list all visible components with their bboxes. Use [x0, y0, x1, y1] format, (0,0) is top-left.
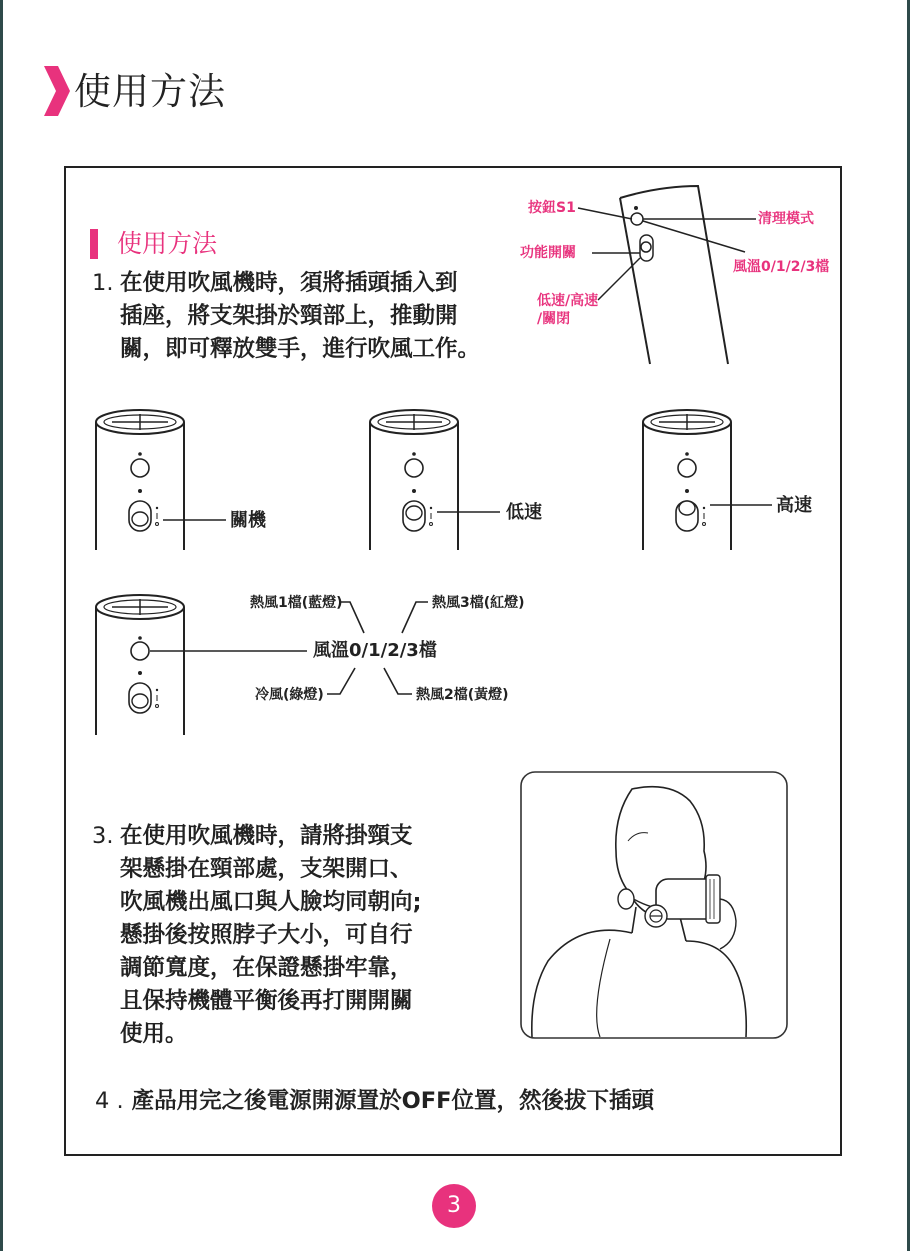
callout-function-switch: 功能開關 — [520, 245, 576, 261]
step-1-line: 在使用吹風機時，須將插頭插入到 — [120, 270, 458, 296]
callout-speed-2: /關閉 — [537, 311, 571, 327]
callout-clean-mode: 清理模式 — [758, 211, 814, 227]
step-4-number: 4 . — [95, 1088, 124, 1114]
page-number-badge: 3 — [432, 1184, 476, 1228]
state-high-label: 高速 — [776, 495, 812, 516]
step-1-number: 1. — [92, 270, 114, 296]
heat-level-3: 熱風3檔(紅燈) — [432, 595, 525, 611]
section-title: 使用方法 — [117, 229, 218, 258]
step-1-line: 關，即可釋放雙手，進行吹風工作。 — [120, 336, 481, 362]
step-3-line: 使用。 — [120, 1021, 188, 1047]
heat-levels-center: 風溫0/1/2/3檔 — [313, 640, 437, 661]
callout-button-s1: 按鈕S1 — [528, 200, 576, 216]
neck-mannequin-illustration — [520, 771, 788, 1039]
step-3-number: 3. — [92, 823, 114, 849]
heat-level-cold: 冷風(綠燈) — [255, 687, 324, 703]
step-3-line: 懸掛後按照脖子大小，可自行 — [120, 922, 413, 948]
callout-temp-levels: 風溫0/1/2/3檔 — [733, 259, 830, 275]
step-4-text: 產品用完之後電源開源置於OFF位置，然後拔下插頭 — [131, 1088, 654, 1114]
step-3 — [92, 820, 492, 1051]
step-3-line: 吹風機出風口與人臉均同朝向; — [120, 889, 422, 915]
state-low-label: 低速 — [506, 502, 542, 523]
step-3-line: 且保持機體平衡後再打開開關 — [120, 988, 413, 1014]
step-4 — [95, 1085, 654, 1118]
step-3-line: 在使用吹風機時，請將掛頸支 — [120, 823, 413, 849]
step-3-line: 調節寬度，在保證懸掛牢靠， — [120, 955, 413, 981]
state-off-label: 關機 — [230, 510, 266, 531]
step-3-line: 架懸掛在頸部處，支架開口、 — [120, 856, 413, 882]
step-1-line: 插座，將支架掛於頸部上，推動開 — [120, 303, 458, 329]
heat-level-2: 熱風2檔(黃燈) — [416, 687, 509, 703]
heat-level-1: 熱風1檔(藍燈) — [250, 595, 343, 611]
callout-speed-1: 低速/高速 — [537, 293, 599, 309]
page-title: 使用方法 — [74, 70, 226, 113]
